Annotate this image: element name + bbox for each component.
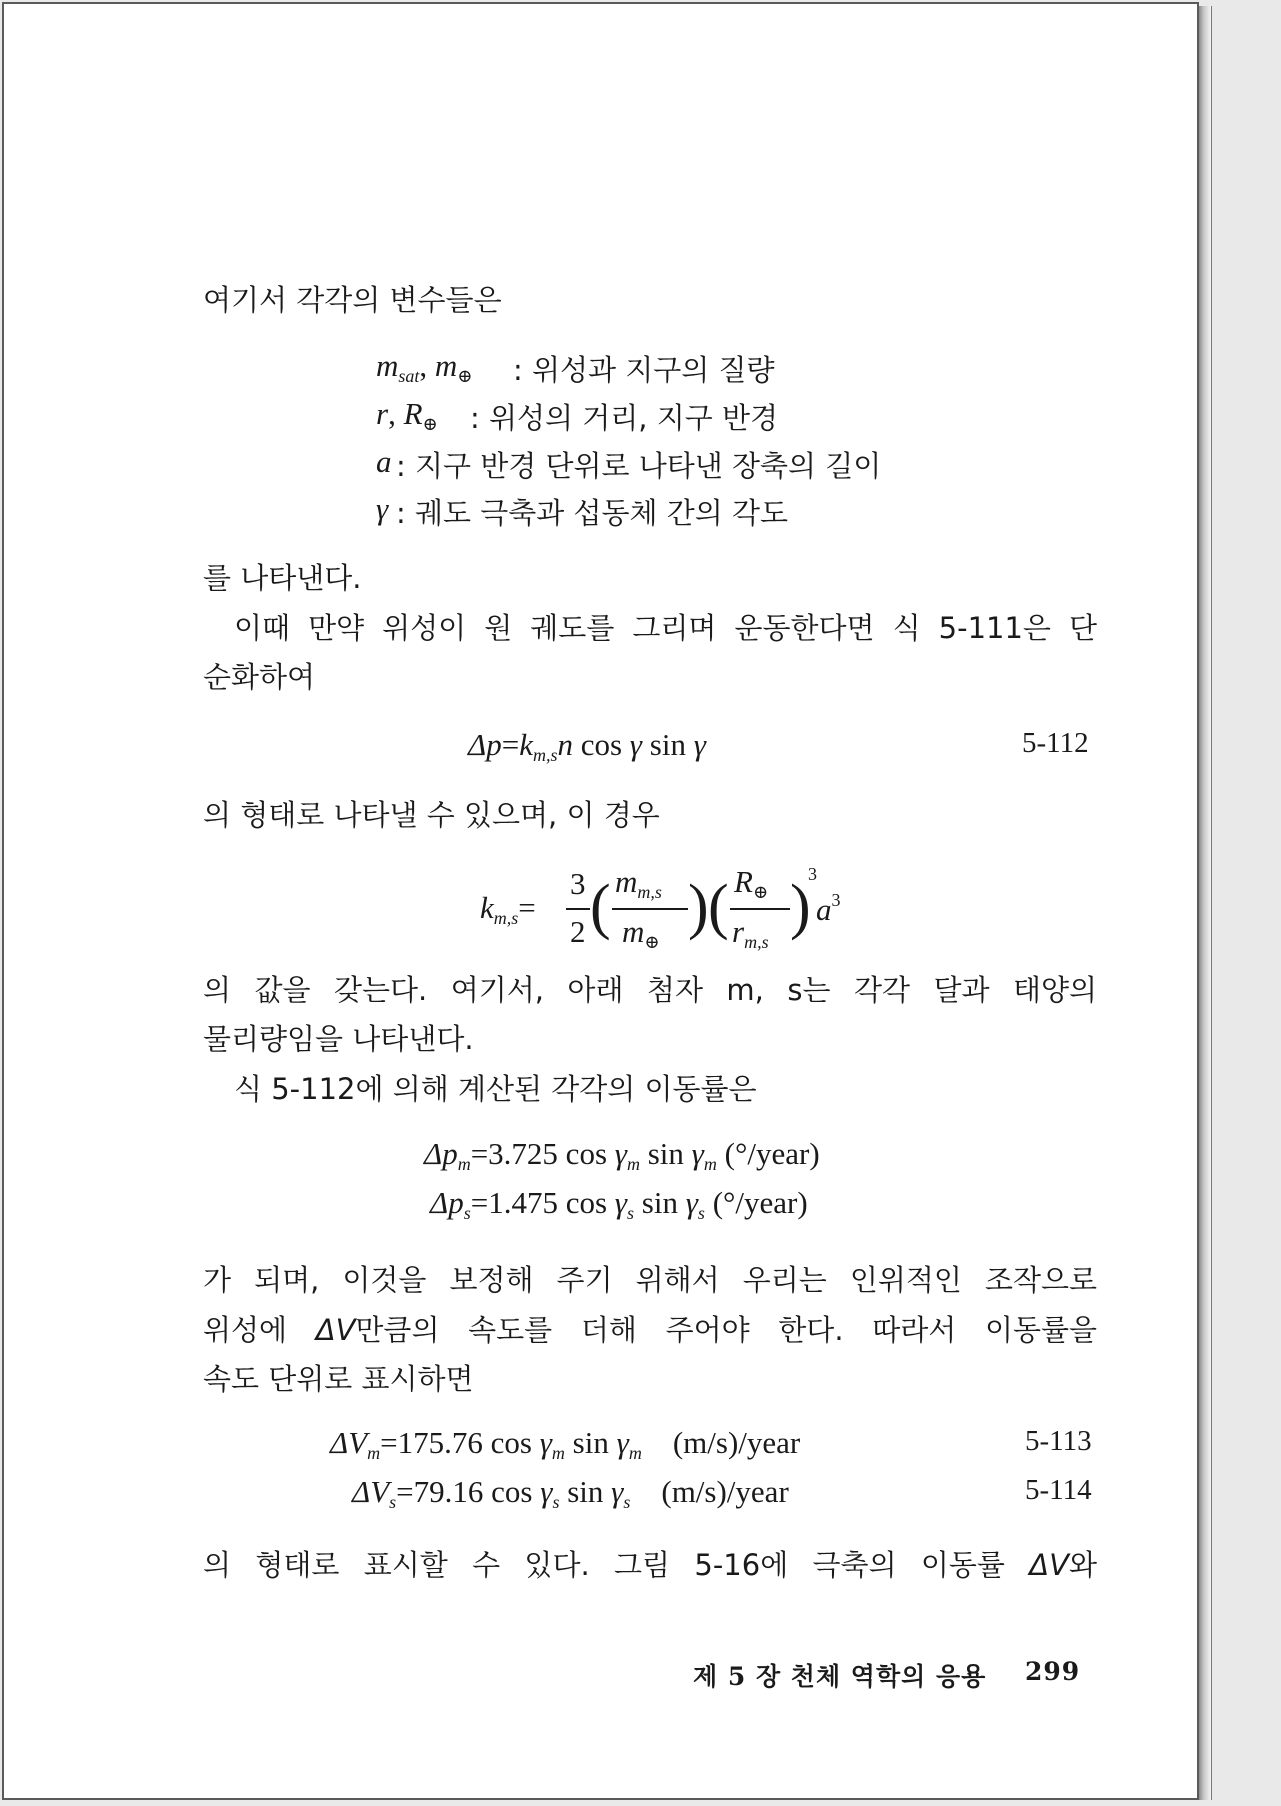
paragraph-4-line-2: 물리량임을 나타낸다. [203, 1022, 474, 1056]
paragraph-6-line-3: 속도 단위로 표시하면 [203, 1362, 474, 1396]
k-ms-lhs: $k_{m,s}=$ [480, 890, 536, 928]
equation-number-5-113: 5-113 [1025, 1425, 1092, 1457]
paren-exponent: 3 [808, 864, 817, 884]
frac1-denominator: 2 [570, 914, 586, 949]
paragraph-5: 식 5-112에 의해 계산된 각각의 이동률은 [234, 1072, 757, 1106]
k-ms-tail: $a^3$ [816, 890, 841, 927]
equation-number-5-112: 5-112 [1022, 727, 1089, 759]
paragraph-7: 의 형태로 표시할 수 있다. 그림 5-16에 극축의 이동률 ΔV와 [203, 1548, 1097, 1582]
paragraph-1: 를 나타낸다. [203, 561, 362, 595]
var-symbol-mass: $m_{sat}$, $m_\oplus$ [376, 348, 473, 386]
equation-5-114: $\Delta V_s=79.16$ $\cos \gamma_s$ $\sin \gamma_s$ (m/s)/year [352, 1474, 789, 1512]
var-symbol-angle: γ [376, 491, 389, 526]
paragraph-6-line-1: 가 되며, 이것을 보정해 주기 위해서 우리는 인위적인 조작으로 [203, 1263, 1097, 1297]
equation-delta-p-s: $\Delta p_s=1.475$ $\cos \gamma_s$ $\sin \gamma_s$ (°/year) [430, 1185, 808, 1223]
frac2-denominator: $m_\oplus$ [622, 914, 660, 952]
equation-5-112: $\Delta p=k_{m,s}n$ cos γ sin γ [468, 727, 706, 765]
var-desc-axis: : 지구 반경 단위로 나타낸 장축의 길이 [396, 449, 882, 483]
paragraph-2-line-2: 순화하여 [203, 660, 316, 694]
paragraph-4-line-1: 의 값을 갖는다. 여기서, 아래 첨자 m, s는 각각 달과 태양의 [203, 973, 1097, 1007]
formula-k-ms: $k_{m,s}=$ 3 2 ( $m_{m,s}$ $m_\oplus$ ) ( $R_\oplus$ $r_{m,s}$ ) 3 $a^3$ [480, 864, 841, 952]
equation-delta-p-m: $\Delta p_m=3.725$ $\cos \gamma_m$ $\sin \gamma_m$ (°/year) [424, 1136, 820, 1174]
var-symbol-axis: a [376, 444, 392, 479]
frac3-numerator: $R_\oplus$ [734, 864, 769, 902]
paragraph-3: 의 형태로 나타낼 수 있으며, 이 경우 [203, 798, 660, 832]
frac1-numerator: 3 [570, 866, 586, 901]
paragraph-2-line-1: 이때 만약 위성이 원 궤도를 그리며 운동한다면 식 5-111은 단 [234, 611, 1097, 645]
var-symbol-radius: r, $R_\oplus$ [376, 396, 438, 434]
running-footer-chapter: 제 5 장 천체 역학의 응용 [693, 1662, 987, 1691]
paragraph-6-line-2: 위성에 ΔV만큼의 속도를 더해 주어야 한다. 따라서 이동률을 [203, 1313, 1098, 1347]
page-edge-shadow [1199, 6, 1212, 1800]
var-desc-radius: : 위성의 거리, 지구 반경 [470, 401, 778, 435]
var-desc-mass: : 위성과 지구의 질량 [513, 353, 775, 387]
equation-5-113: $\Delta V_m=175.76$ $\cos \gamma_m$ $\sin \gamma_m$ (m/s)/year [330, 1425, 801, 1463]
page-number: 299 [1025, 1657, 1081, 1686]
intro-line: 여기서 각각의 변수들은 [203, 283, 502, 317]
frac2-numerator: $m_{m,s}$ [615, 864, 662, 902]
frac3-denominator: $r_{m,s}$ [732, 914, 769, 952]
var-desc-angle: : 궤도 극축과 섭동체 간의 각도 [396, 496, 789, 530]
equation-number-5-114: 5-114 [1025, 1474, 1092, 1506]
